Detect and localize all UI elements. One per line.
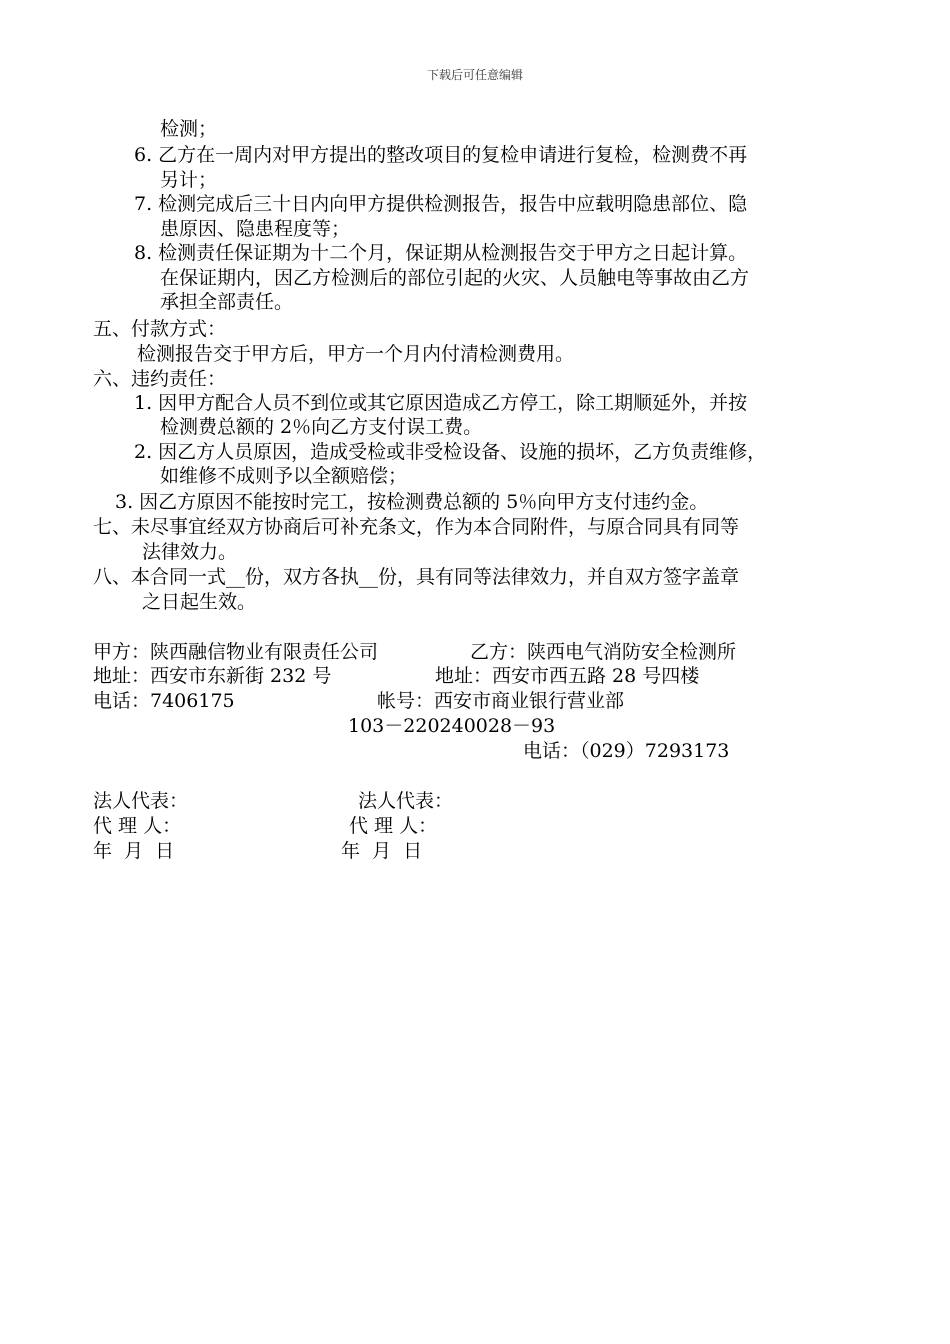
section-7-cont: 法律效力。 [142, 541, 238, 563]
section-8-cont: 之日起生效。 [142, 591, 257, 613]
clause-text: 承担全部责任。 [160, 291, 294, 313]
party-b-agent: 代 理 人： [349, 815, 438, 837]
clause-text: 检测费总额的 2％向乙方支付误工费。 [160, 416, 483, 438]
clause-6: 6. 乙方在一周内对甲方提出的整改项目的复检申请进行复检，检测费不再 [134, 144, 748, 166]
page-header: 下载后可任意编辑 [426, 68, 523, 82]
party-b-account-number: 103－220240028－93 [348, 715, 556, 737]
section-6-item-3: 3. 因乙方原因不能按时完工，按检测费总额的 5％向甲方支付违约金。 [115, 491, 709, 513]
clause-text: 另计； [160, 169, 218, 191]
party-b-name: 乙方：陕西电气消防安全检测所 [470, 641, 737, 663]
party-a-name: 甲方：陕西融信物业有限责任公司 [93, 641, 379, 663]
clause-7: 7. 检测完成后三十日内向甲方提供检测报告，报告中应载明隐患部位、隐 [134, 193, 748, 215]
clause-text: 检测； [160, 118, 218, 140]
section-5-text: 检测报告交于甲方后，甲方一个月内付清检测费用。 [137, 343, 575, 365]
section-6-heading: 六、违约责任： [93, 368, 227, 390]
party-b-phone: 电话：（029）7293173 [523, 740, 730, 762]
section-5-heading: 五、付款方式： [93, 318, 227, 340]
section-8: 八、本合同一式__份，双方各执__份，具有同等法律效力，并自双方签字盖章 [93, 566, 740, 588]
clause-text: 在保证期内，因乙方检测后的部位引起的火灾、人员触电等事故由乙方 [160, 267, 750, 289]
party-a-phone: 电话：7406175 [93, 690, 235, 712]
party-a-agent: 代 理 人： [93, 815, 182, 837]
party-b-date: 年 月 日 [341, 840, 423, 862]
party-a-legal-rep: 法人代表： [93, 790, 189, 812]
party-a-address: 地址：西安市东新街 232 号 [93, 665, 332, 687]
section-6-item-2: 2. 因乙方人员原因，造成受检或非受检设备、设施的损坏，乙方负责维修， [134, 441, 767, 463]
section-6-item-1: 1. 因甲方配合人员不到位或其它原因造成乙方停工，除工期顺延外，并按 [134, 392, 748, 414]
section-7: 七、未尽事宜经双方协商后可补充条文，作为本合同附件，与原合同具有同等 [93, 516, 740, 538]
clause-text: 如维修不成则予以全额赔偿； [160, 465, 408, 487]
clause-8: 8. 检测责任保证期为十二个月，保证期从检测报告交于甲方之日起计算。 [134, 242, 748, 264]
party-b-account: 帐号：西安市商业银行营业部 [377, 690, 625, 712]
party-a-date: 年 月 日 [93, 840, 175, 862]
clause-text: 患原因、隐患程度等； [160, 218, 351, 240]
party-b-legal-rep: 法人代表： [358, 790, 454, 812]
party-b-address: 地址：西安市西五路 28 号四楼 [435, 665, 700, 687]
